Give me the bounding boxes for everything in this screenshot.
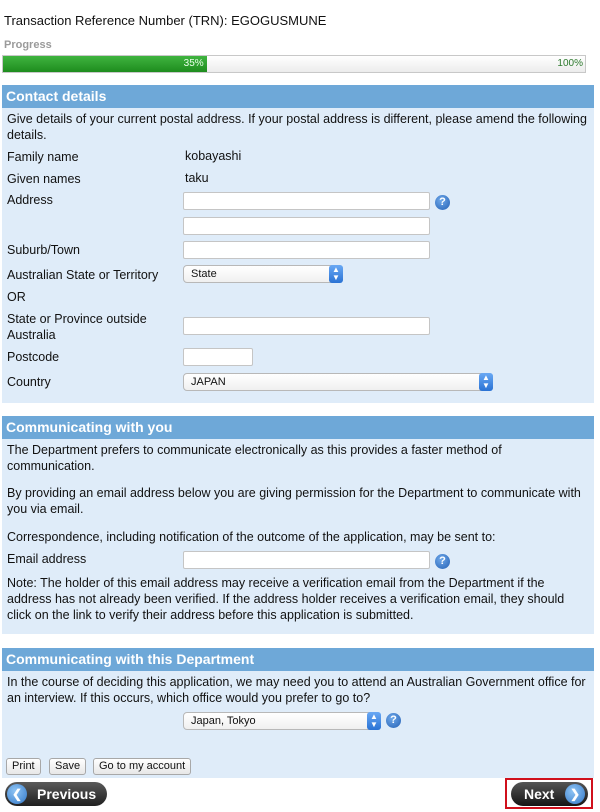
suburb-label: Suburb/Town (7, 243, 80, 257)
province-label: State or Province outside Australia (7, 312, 147, 342)
section-communicating (2, 439, 594, 634)
next-label: Next (524, 786, 555, 802)
department-para: In the course of deciding this application, we may need you to attend an Australian Government office for an interview. If this occurs, which office would you prefer to go to? (7, 675, 586, 705)
given-names-label: Given names (7, 172, 81, 186)
address-line2-input[interactable] (183, 217, 430, 235)
given-names-value: taku (185, 171, 209, 185)
previous-button[interactable] (5, 782, 107, 806)
address-help-icon[interactable]: ? (435, 195, 450, 210)
address-label: Address (7, 193, 53, 207)
next-button-highlight (505, 778, 593, 809)
go-to-account-button[interactable]: Go to my account (93, 758, 191, 775)
email-note: Note: The holder of this email address may receive a verification email from the Department if the address has not already been verified. If the address holder receives a verification email, they should click on the link to verify their address before this application is submitted. (7, 576, 565, 622)
postcode-label: Postcode (7, 350, 60, 364)
up-down-chevron-icon: ▲ ▼ (479, 373, 493, 391)
province-input[interactable] (183, 317, 430, 335)
state-select[interactable] (183, 265, 343, 283)
communicating-para2: By providing an email address below you are giving permission for the Department to communicate with you via email. (7, 486, 581, 516)
section-header-communicating: Communicating with you (2, 416, 594, 439)
or-label: OR (7, 290, 26, 304)
country-label: Country (7, 375, 51, 389)
chevron-right-icon: ❯ (565, 784, 585, 804)
up-down-chevron-icon: ▲ ▼ (329, 265, 343, 283)
address-line1-input[interactable] (183, 192, 430, 210)
state-label: Australian State or Territory (7, 268, 159, 282)
up-down-chevron-icon: ▲ ▼ (367, 712, 381, 730)
trn-text: Transaction Reference Number (TRN): EGOGUSMUNE (4, 13, 327, 28)
section-header-department: Communicating with this Department (2, 648, 594, 671)
contact-intro: Give details of your current postal address. If your postal address is different, please amend the following details. (7, 112, 587, 142)
state-select-value: State (191, 268, 217, 280)
communicating-para1: The Department prefers to communicate electronically as this provides a faster method of communication. (7, 443, 502, 473)
section-department (2, 671, 594, 755)
family-name-label: Family name (7, 150, 79, 164)
progress-bar (2, 55, 586, 73)
progress-label: Progress (4, 39, 52, 51)
office-select[interactable] (183, 712, 381, 730)
office-help-icon[interactable]: ? (386, 713, 401, 728)
email-input[interactable] (183, 551, 430, 569)
postcode-input[interactable] (183, 348, 253, 366)
email-help-icon[interactable]: ? (435, 554, 450, 569)
office-select-value: Japan, Tokyo (191, 715, 256, 727)
section-header-contact: Contact details (2, 85, 594, 108)
chevron-left-icon: ❮ (7, 784, 27, 804)
country-select-value: JAPAN (191, 376, 226, 388)
family-name-value: kobayashi (185, 149, 242, 163)
country-select[interactable] (183, 373, 493, 391)
progress-current-label: 35% (183, 58, 204, 69)
previous-label: Previous (37, 786, 97, 802)
suburb-input[interactable] (183, 241, 430, 259)
communicating-para3: Correspondence, including notification of the outcome of the application, may be sent to: (7, 530, 496, 544)
print-button[interactable]: Print (6, 758, 41, 775)
save-button[interactable]: Save (49, 758, 86, 775)
email-label: Email address (7, 552, 87, 566)
progress-max-label: 100% (557, 58, 583, 69)
footer-bar (2, 755, 594, 778)
section-contact (2, 108, 594, 403)
